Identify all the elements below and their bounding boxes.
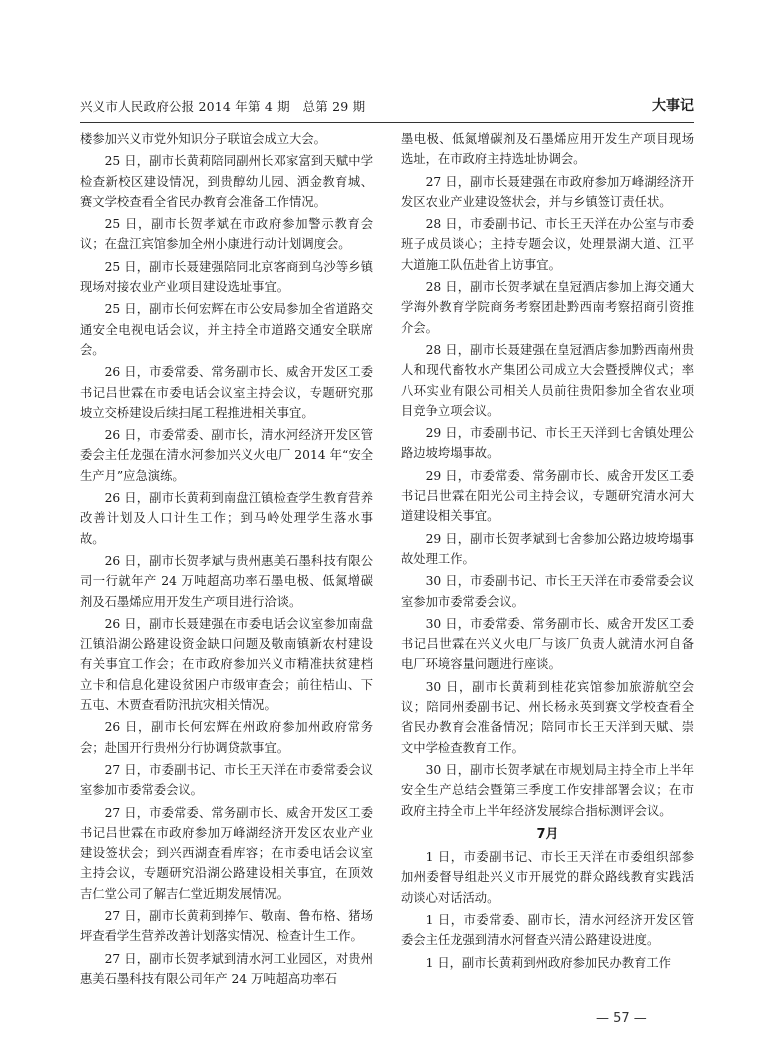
paragraph: 26 日，副市长黄莉到南盘江镇检查学生教育营养改善计划及人口计生工作；到马岭处理学生落水事故。: [80, 491, 373, 546]
section-title: 大事记: [652, 98, 694, 114]
paragraph: 26 日，市委常委、副市长，清水河经济开发区管委会主任龙强在清水河参加兴义火电厂 2014 年“安全生产月”应急演练。: [80, 428, 373, 483]
paragraph: 26 日，副市长贺孝斌与贵州惠美石墨科技有限公司一行就年产 24 万吨超高功率石墨电极、低氮增碳剂及石墨烯应用开发生产项目进行洽谈。: [80, 553, 373, 609]
publication-title: 兴义市人民政府公报 2014 年第 4 期 总第 29 期: [80, 99, 366, 114]
paragraph: 楼参加兴义市党外知识分子联谊会成立大会。: [80, 132, 326, 146]
paragraph: 28 日，市委副书记、市长王天洋在办公室与市委班子成员谈心；主持专题会议，处理景湖大道、江平大道施工队伍赴省上访事宜。: [401, 217, 694, 272]
paragraph: 27 日，副市长黄莉到捧乍、敬南、鲁布格、猪场坪查看学生营养改善计划落实情况、检查计生工作。: [80, 908, 373, 944]
paragraph: 30 日，副市长黄莉到桂花宾馆参加旅游航空会议；陪同州委副书记、州长杨永英到赛文学校查看全省民办教育会准备情况；陪同市长王天洋到天赋、崇文中学检查教育工作。: [401, 679, 694, 755]
paragraph: 25 日，副市长贺孝斌在市政府参加警示教育会议；在盘江宾馆参加全州小康进行动计划调度会。: [80, 217, 373, 252]
paragraph: 27 日，副市长贺孝斌到清水河工业园区，对贵州惠美石墨科技有限公司年产 24 万吨超高功率石: [80, 951, 373, 986]
paragraph: 27 日，市委常委、常务副市长、威舍开发区工委书记吕世霖在市政府参加万峰湖经济开发区农业产业建设签状会；到兴西湖查看库容；在市委电话会议室主持会议，专题研究沿湖公路建设相关事宜，在顶效吉仁堂公司了解吉仁堂近期发展情况。: [80, 805, 373, 901]
paragraph: 26 日，副市长何宏辉在州政府参加州政府常务会；赴国开行贵州分行协调贷款事宜。: [80, 720, 373, 755]
page-number: — 57 —: [596, 1011, 647, 1026]
paragraph: 29 日，副市长贺孝斌到七舍参加公路边坡垮塌事故处理工作。: [401, 531, 694, 566]
paragraph: 27 日，副市长聂建强在市政府参加万峰湖经济开发区农业产业建设签状会，并与乡镇签订责任状。: [401, 174, 694, 209]
paragraph: 30 日，市委副书记、市长王天洋在市委常委会议室参加市委常委会议。: [401, 574, 694, 609]
paragraph: 29 日，市委副书记、市长王天洋到七舍镇处理公路边坡垮塌事故。: [401, 426, 694, 461]
paragraph: 30 日，市委常委、常务副市长、威舍开发区工委书记吕世霖在兴义火电厂与该厂负责人就清水河自备电厂环境容量问题进行座谈。: [401, 616, 694, 672]
page-header: [80, 93, 694, 121]
paragraph: 30 日，副市长贺孝斌在市规划局主持全市上半年安全生产总结会暨第三季度工作安排部署会议；在市政府主持全市上半年经济发展综合指标测评会议。: [401, 762, 694, 818]
paragraph: 26 日，市委常委、常务副市长、威舍开发区工委书记吕世霖在市委电话会议室主持会议，专题研究那坡立交桥建设后续扫尾工程推进相关事宜。: [80, 365, 373, 420]
left-column: [80, 129, 373, 991]
paragraph: 26 日，副市长聂建强在市委电话会议室参加南盘江镇沿湖公路建设资金缺口问题及敬南镇新农村建设有关事宜工作会；在市政府参加兴义市精准扶贫建档立卡和信息化建设贫困户市级审查会；前往桔山、下五屯、木贾查看防汛抗灾相关情况。: [80, 616, 373, 713]
paragraph: 1 日，市委副书记、市长王天洋在市委组织部参加州委督导组赴兴义市开展党的群众路线教育实践活动谈心对话活动。: [401, 850, 694, 905]
paragraph: 25 日，副市长何宏辉在市公安局参加全省道路交通安全电视电话会议，并主持全市道路交通安全联席会。: [80, 302, 373, 357]
paragraph: 25 日，副市长聂建强陪同北京客商到乌沙等乡镇现场对接农业产业项目建设选址事宜。: [80, 259, 373, 295]
paragraph: 1 日，市委常委、副市长，清水河经济开发区管委会主任龙强到清水河督查兴清公路建设进度。: [401, 912, 694, 948]
paragraph: 1 日，副市长黄莉到州政府参加民办教育工作: [425, 955, 671, 970]
paragraph: 29 日，市委常委、常务副市长、威舍开发区工委书记吕世霖在阳光公司主持会议，专题研究清水河大道建设相关事宜。: [401, 468, 694, 524]
month-heading: 7月: [536, 826, 559, 842]
right-column: [401, 129, 694, 975]
paragraph: 墨电极、低氮增碳剂及石墨烯应用开发生产项目现场选址，在市政府主持选址协调会。: [401, 132, 694, 167]
paragraph: 28 日，副市长贺孝斌在皇冠酒店参加上海交通大学海外教育学院商务考察团赴黔西南考察招商引资推介会。: [401, 280, 694, 335]
paragraph: 25 日，副市长黄莉陪同副州长邓家富到天赋中学检查新校区建设情况，到贵醇幼儿园、洒金教育城、赛文学校查看全省民办教育会准备工作情况。: [80, 154, 373, 209]
paragraph: 28 日，副市长聂建强在皇冠酒店参加黔西南州贵人和现代畜牧水产集团公司成立大会暨授牌仪式；率八环实业有限公司相关人员前往贵阳参加全省农业项目竞争立项会议。: [401, 342, 694, 418]
header-divider: [80, 122, 694, 123]
paragraph: 27 日，市委副书记、市长王天洋在市委常委会议室参加市委常委会议。: [80, 762, 373, 798]
